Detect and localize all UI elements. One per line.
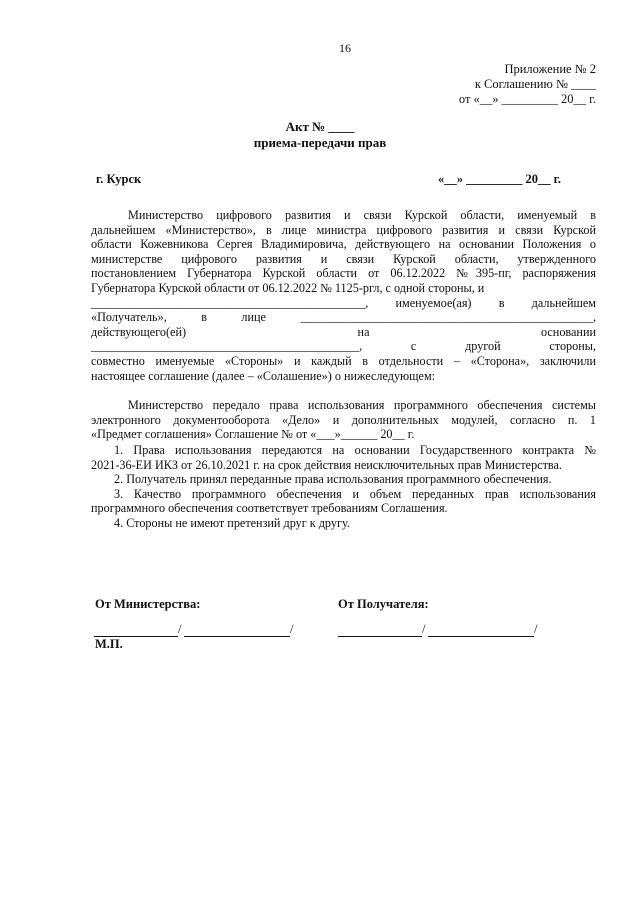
appendix-header [459, 62, 596, 107]
agreement-ref-line: к Соглашению № ____ [474, 77, 596, 91]
list-item: 2. Получатель принял переданные права использования программного обеспечения. [114, 472, 552, 487]
agreement-date-line: от «__» _________ 20__ г. [458, 92, 596, 106]
city: г. Курск [96, 172, 142, 186]
slash-separator: / [422, 622, 426, 636]
preamble-line: постановлением Губернатора Курской области от 06.12.2022 №395-пг, распоряжения [91, 266, 596, 281]
items-list [91, 443, 596, 531]
preamble-line: настоящее соглашение (далее – «Солашение») о нижеследующем: [91, 368, 436, 383]
preamble-line: дальнейшем «Министерство», в лице министра цифрового развития и связи Курской [91, 222, 596, 237]
transfer-line: «Предмет соглашения» Соглашение № от «___»______ 20__ г. [91, 427, 415, 442]
act-subtitle: приема-передачи прав [253, 135, 387, 150]
preamble-line: области Кожевникова Сергея Владимировича, действующего на основании Положения о [91, 237, 596, 252]
preamble-line: совместно именуемые «Стороны» и каждый в отдельности – «Сторона», заключили [91, 353, 596, 368]
preamble-line: «Получатель», в лице ________________________________________________, [91, 310, 596, 325]
preamble-line: Министерство цифрового развития и связи Курской области, именуемый в [128, 208, 596, 222]
recipient-signature-line [338, 636, 422, 637]
list-item-continuation: программного обеспечения соответствует требованиям Соглашения. [91, 501, 448, 516]
preamble-line: Губернатора Курской области от 06.12.2022 № 1125-ргл, с одной стороны, и [91, 280, 485, 295]
page-number: 16 [339, 41, 351, 55]
recipient-name-line [428, 636, 534, 637]
act-title: Акт № ____ [285, 119, 355, 134]
stamp-label: М.П. [95, 637, 123, 651]
preamble-line: министерстве цифрового развития и связи Курской области, утвержденного [91, 251, 596, 266]
slash-separator: / [290, 622, 294, 636]
transfer-line: электронного документооборота «Дело» и дополнительных модулей, согласно п. 1 [91, 412, 596, 427]
act-date: «__» _________ 20__ г. [438, 172, 562, 186]
transfer-line: Министерство передало права использования программного обеспечения системы [128, 398, 596, 412]
preamble-line: _____________________________________________, именуемое(ая) в дальнейшем [91, 295, 596, 310]
ministry-name-line [184, 636, 290, 637]
appendix-line: Приложение № 2 [504, 62, 596, 76]
preamble-line: действующего(ей) на основании [91, 324, 596, 339]
recipient-signature-label: От Получателя: [338, 597, 429, 611]
ministry-signature-label: От Министерства: [95, 597, 201, 611]
list-item: 1. Права использования передаются на основании Государственного контракта № [114, 443, 596, 457]
slash-separator: / [534, 622, 538, 636]
preamble-paragraph [91, 208, 596, 383]
transfer-paragraph [91, 398, 596, 442]
list-item-continuation: 2021-36-ЕИ ИКЗ от 26.10.2021 г. на срок действия неисключительных прав Министерства. [91, 457, 562, 472]
list-item: 4. Стороны не имеют претензий друг к другу. [114, 515, 350, 530]
slash-separator: / [178, 622, 182, 636]
preamble-line: ____________________________________________, с другой стороны, [91, 339, 596, 354]
list-item: 3. Качество программного обеспечения и объем переданных прав использования [114, 486, 596, 501]
